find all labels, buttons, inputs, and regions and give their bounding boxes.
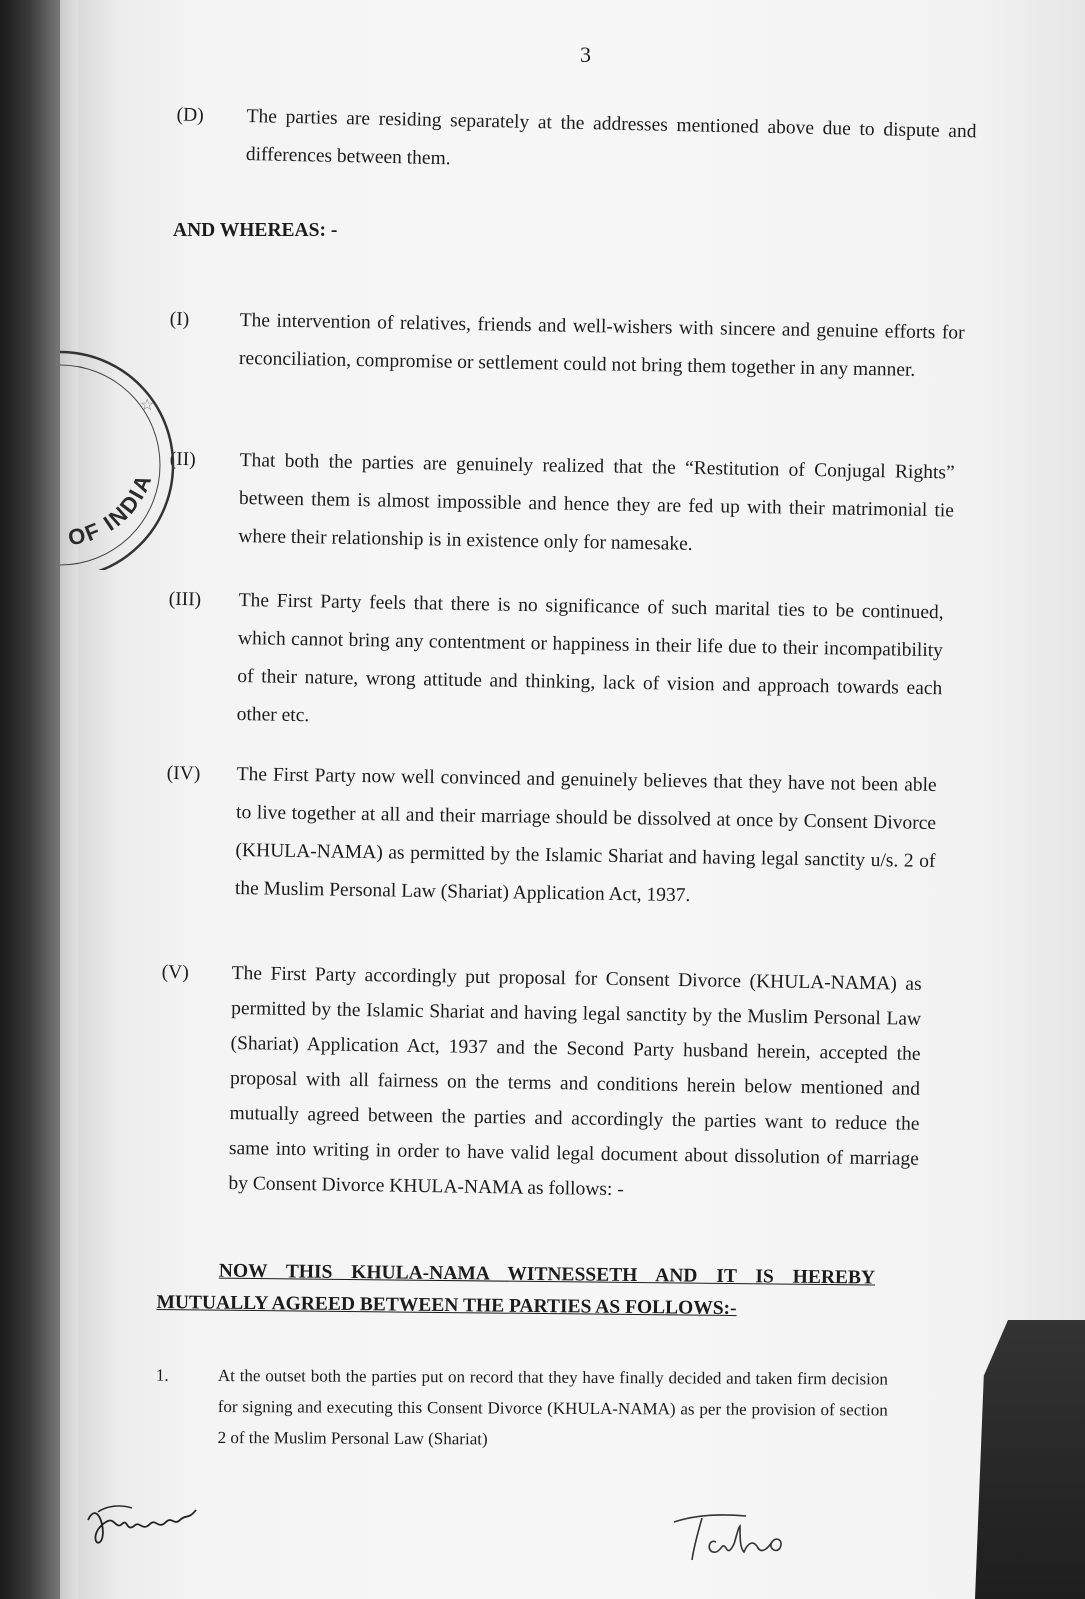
signature-right-drawing <box>668 1508 798 1568</box>
scan-shadow-corner <box>975 1320 1085 1599</box>
clause-text: That both the parties are genuinely realized that the “Restitution of Conjugal Rights” between them is almost impossible and hence they are fed up with their matrimonial tie where their relationship is in existence only for namesake. <box>238 449 955 555</box>
term-1 <box>155 1360 888 1457</box>
signature-right <box>668 1508 798 1568</box>
whereas-clause-iii <box>168 582 944 746</box>
clause-number: (I) <box>169 308 190 331</box>
clause-text: The intervention of relatives, friends and well-wishers with sincere and genuine efforts for reconciliation, compromise or settlement could not bring them together in any manner. <box>238 309 965 381</box>
whereas-clause-iv <box>166 756 937 919</box>
clause-text: The First Party feels that there is no significance of such marital ties to be continued, which cannot bring any contentment or happiness in their life due to their incompatibility of their nature, wrong attitude and thinking, lack of vision and approach towards each other etc. <box>236 589 944 727</box>
whereas-clause-i <box>169 302 965 391</box>
witnesseth-line-1: NOW THIS KHULA-NAMA WITNESSETH AND IT IS HEREBY <box>218 1260 876 1289</box>
witnesseth-heading <box>156 1255 907 1327</box>
clause-number: (II) <box>169 448 196 471</box>
seal-icon <box>60 330 180 570</box>
official-seal-stamp <box>60 330 180 570</box>
clause-number: (III) <box>168 588 202 611</box>
clause-text: The First Party now well convinced and genuinely believes that they have not been able to live together at all and their marriage should be dissolved at once by Consent Divorce (KHULA-NAMA) as permitted by the Islamic Shariat and having legal sanctity u/s. 2 of the Muslim Personal Law (Shariat) Application Act, 1937. <box>234 763 937 907</box>
clause-number: (IV) <box>166 762 201 785</box>
signature-left-drawing <box>80 1490 210 1550</box>
clause-text: The parties are residing separately at the addresses mentioned above due to dispute and differences between them. <box>245 105 977 170</box>
clause-number: (D) <box>176 104 204 127</box>
clause-text: The First Party accordingly put proposal for Consent Divorce (KHULA-NAMA) as permitted by the Islamic Shariat and having legal sanctity by the Muslim Personal Law (Shariat) Application Act, 1937 and the Second Party husband herein, accepted the proposal with all fairness on the terms and conditions herein below mentioned and mutually agreed between the parties and accordingly the parties want to reduce the same into writing in order to have valid legal document about dissolution of marriage by Consent Divorce KHULA-NAMA as follows: - <box>228 962 922 1201</box>
seal-text: OF INDIA <box>66 469 157 551</box>
signature-left <box>80 1490 210 1550</box>
whereas-clause-ii <box>169 442 955 568</box>
and-whereas-heading: AND WHEREAS: - <box>173 220 338 241</box>
clause-d <box>176 98 977 189</box>
whereas-clause-v <box>161 956 922 1212</box>
page-number: 3 <box>580 42 591 67</box>
clause-number: (V) <box>161 961 189 984</box>
witnesseth-line-2: MUTUALLY AGREED BETWEEN THE PARTIES AS FOLLOWS <box>156 1291 724 1319</box>
witnesseth-suffix: :- <box>723 1297 737 1320</box>
svg-text:OF INDIA <box>66 470 157 551</box>
term-number: 1. <box>155 1365 169 1385</box>
seal-star-icon: ☆ <box>140 397 155 414</box>
term-text: At the outset both the parties put on record that they have finally decided and taken firm decision for signing and executing this Consent Divorce (KHULA-NAMA) as per the provision of section 2 of the Muslim Personal Law (Shariat) <box>217 1365 888 1449</box>
